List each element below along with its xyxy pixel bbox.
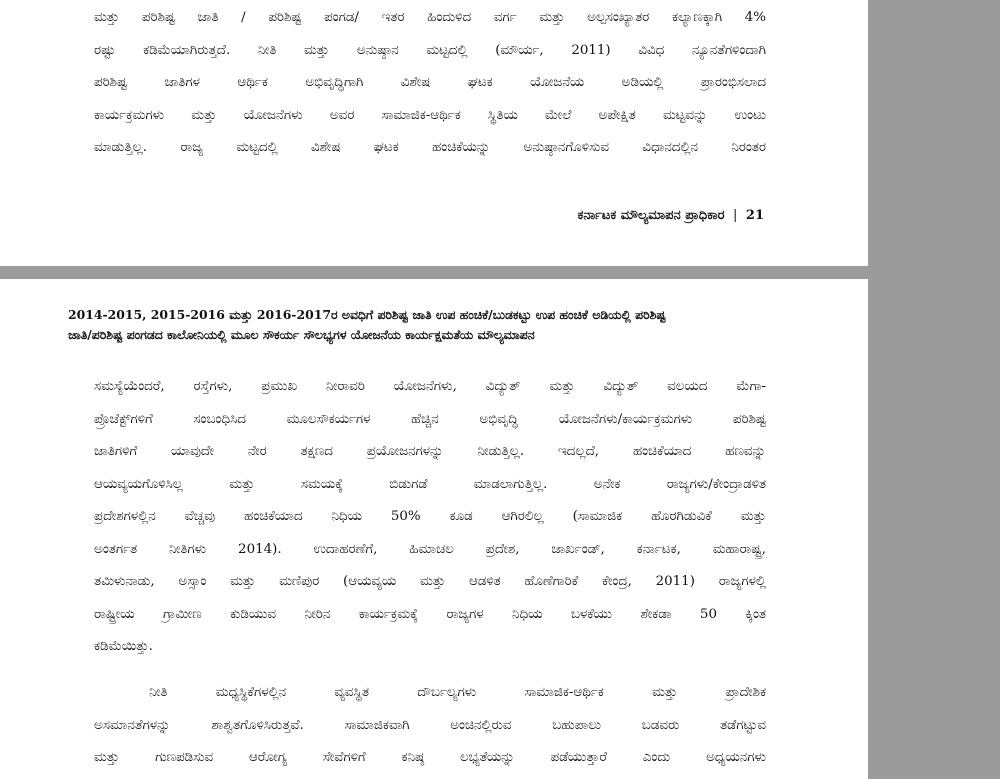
text-line: ಪರಿಶಿಷ್ಟ ಜಾತಿಗಳ ಆರ್ಥಿಕ ಅಭಿವೃದ್ಧಿಗಾಗಿ ವಿಶೇಷ ಘಟಕ ಯೋಜನೆಯ ಅಡಿಯಲ್ಲಿ ಪ್ರಾರಂಭಿಸಲಾದ (94, 75, 766, 90)
text-line: ತಮಿಳುನಾಡು, ಅಸ್ಸಾಂ ಮತ್ತು ಮಣಿಪುರ (ಆಯವ್ಯಯ ಮತ್ತು ಆಡಳಿತ ಹೊಣೆಗಾರಿಕೆ ಕೇಂದ್ರ, 2011) ರಾಜ್ಯಗಳಲ್ಲಿ (94, 574, 766, 589)
header-line: ಜಾತಿ/ಪರಿಶಿಷ್ಟ ಪಂಗಡದ ಕಾಲೋನಿಯಲ್ಲಿ ಮೂಲ ಸೌಕರ್ಯ ಸೌಲಭ್ಯಗಳ ಯೋಜನೆಯ ಕಾರ್ಯಕ್ಷಮತೆಯ ಮೌಲ್ಯಮಾಪನ (68, 327, 535, 342)
footer-label: ಕರ್ನಾಟಕ ಮೌಲ್ಯಮಾಪನ ಪ್ರಾಧಿಕಾರ (577, 208, 725, 223)
footer-separator: | (732, 208, 738, 223)
text-line: ರಾಷ್ಟ್ರೀಯ ಗ್ರಾಮೀಣ ಕುಡಿಯುವ ನೀರಿನ ಕಾರ್ಯಕ್ರಮಕ್ಕೆ ರಾಜ್ಯಗಳ ನಿಧಿಯ ಬಳಕೆಯು ಶೇಕಡಾ 50 ಕ್ಕಿಂತ (94, 606, 766, 622)
text-line: ಸಮಸ್ಯೆಯೆಂದರೆ, ರಸ್ತೆಗಳು, ಪ್ರಮುಖ ನೀರಾವರಿ ಯೋಜನೆಗಳು, ವಿದ್ಯುತ್ ಮತ್ತು ವಿದ್ಯುತ್ ವಲಯದ ಮೆಗಾ- (94, 379, 766, 394)
text-line: ಪ್ರೊಜೆಕ್ಟ್‌ಗಳಿಗೆ ಸಂಬಂಧಿಸಿದ ಮೂಲಸೌಕರ್ಯಗಳ ಹೆಚ್ಚಿನ ಅಭಿವೃದ್ಧಿ ಯೋಜನೆಗಳು/ಕಾರ್ಯಕ್ರಮಗಳು ಪರಿಶಿಷ್ಟ (94, 411, 766, 427)
page-gap (0, 266, 868, 279)
text-line: ಆಯವ್ಯಯಗೊಳಿಸಿಲ್ಲ ಮತ್ತು ಸಮಯಕ್ಕೆ ಬಿಡುಗಡೆ ಮಾಡಲಾಗುತ್ತಿಲ್ಲ. ಅನೇಕ ರಾಜ್ಯಗಳು/ಕೇಂದ್ರಾಡಳಿತ (94, 476, 766, 492)
text-line: ಮತ್ತು ಗುಣಪಡಿಸುವ ಆರೋಗ್ಯ ಸೇವೆಗಳಿಗೆ ಕನಿಷ್ಠ ಲಭ್ಯತೆಯನ್ನು ಪಡೆಯುತ್ತಾರೆ ಎಂದು ಅಧ್ಯಯನಗಳು (94, 750, 766, 765)
text-line: ಅಂತರ್ಗತ ನೀತಿಗಳು 2014). ಉದಾಹರಣೆಗೆ, ಹಿಮಾಚಲ ಪ್ರದೇಶ, ಜಾರ್ಖಂಡ್, ಕರ್ನಾಟಕ, ಮಹಾರಾಷ್ಟ್ರ, (94, 541, 766, 557)
running-header (68, 305, 803, 345)
document-page-21 (0, 0, 868, 266)
viewer-background (868, 0, 1000, 773)
body-paragraph (94, 677, 766, 775)
page-number: 21 (745, 208, 764, 223)
body-paragraph (94, 2, 766, 165)
body-paragraph (94, 371, 766, 664)
text-line: ಪ್ರದೇಶಗಳಲ್ಲಿನ ವೆಚ್ಚವು ಹಂಚಿಕೆಯಾದ ನಿಧಿಯ 50% ಕೂಡ ಆಗಿರಲಿಲ್ಲ (ಸಾಮಾಜಿಕ ಹೊರಗಿಡುವಿಕೆ ಮತ್ತು (94, 509, 766, 524)
text-line: ಕಾರ್ಯಕ್ರಮಗಳು ಮತ್ತು ಯೋಜನೆಗಳು ಅವರ ಸಾಮಾಜಿಕ-ಆರ್ಥಿಕ ಸ್ಥಿತಿಯ ಮೇಲೆ ಅಪೇಕ್ಷಿತ ಮಟ್ಟವನ್ನು ಉಂಟು (94, 107, 766, 123)
header-line: 2014-2015, 2015-2016 ಮತ್ತು 2016-2017ರ ಅವಧಿಗೆ ಪರಿಶಿಷ್ಟ ಜಾತಿ ಉಪ ಹಂಚಿಕೆ/ಬುಡಕಟ್ಟು ಉಪ ಹಂಚಿಕೆ ಅಡಿಯಲ್ಲಿ ಪರಿಶಿಷ್ಟ (68, 307, 666, 322)
text-line: ರಷ್ಟು ಕಡಿಮೆಯಾಗಿರುತ್ತದೆ. ನೀತಿ ಮತ್ತು ಅನುಷ್ಠಾನ ಮಟ್ಟದಲ್ಲಿ (ಮೌರ್ಯ, 2011) ವಿವಿಧ ನ್ಯೂನತೆಗಳಿಂದಾಗಿ (94, 42, 766, 58)
text-line: ನೀತಿ ಮಧ್ಯಸ್ಥಿಕೆಗಳಲ್ಲಿನ ವ್ಯವಸ್ಥಿತ ದೌರ್ಬಲ್ಯಗಳು ಸಾಮಾಜಿಕ-ಆರ್ಥಿಕ ಮತ್ತು ಪ್ರಾದೇಶಿಕ (149, 685, 766, 700)
text-line: ಕಡಿಮೆಯಿತ್ತು. (94, 639, 153, 654)
text-line: ಜಾತಿಗಳಿಗೆ ಯಾವುದೇ ನೇರ ತಕ್ಷಣದ ಪ್ರಯೋಜನಗಳನ್ನು ನೀಡುತ್ತಿಲ್ಲ. ಇದಲ್ಲದೆ, ಹಂಚಿಕೆಯಾದ ಹಣವನ್ನು (94, 444, 766, 459)
page-footer (578, 208, 764, 223)
text-line: ಮಾಡುತ್ತಿಲ್ಲ. ರಾಜ್ಯ ಮಟ್ಟದಲ್ಲಿ ವಿಶೇಷ ಘಟಕ ಹಂಚಿಕೆಯನ್ನು ಅನುಷ್ಠಾನಗೊಳಿಸುವ ವಿಧಾನದಲ್ಲಿನ ನಿರಂತರ (94, 140, 766, 155)
text-line: ಅಸಮಾನತೆಗಳನ್ನು ಶಾಶ್ವತಗೊಳಿಸಿರುತ್ತವೆ. ಸಾಮಾಜಿಕವಾಗಿ ಅಂಚಿನಲ್ಲಿರುವ ಬಹುಪಾಲು ಬಡವರು ತಡೆಗಟ್ಟುವ (94, 717, 766, 733)
text-line: ಮತ್ತು ಪರಿಶಿಷ್ಟ ಜಾತಿ / ಪರಿಶಿಷ್ಟ ಪಂಗಡ/ ಇತರ ಹಿಂದುಳಿದ ವರ್ಗ ಮತ್ತು ಅಲ್ಪಸಂಖ್ಯಾತರ ಕಲ್ಯಾಣಕ್ಕಾಗಿ 4% (94, 10, 766, 25)
